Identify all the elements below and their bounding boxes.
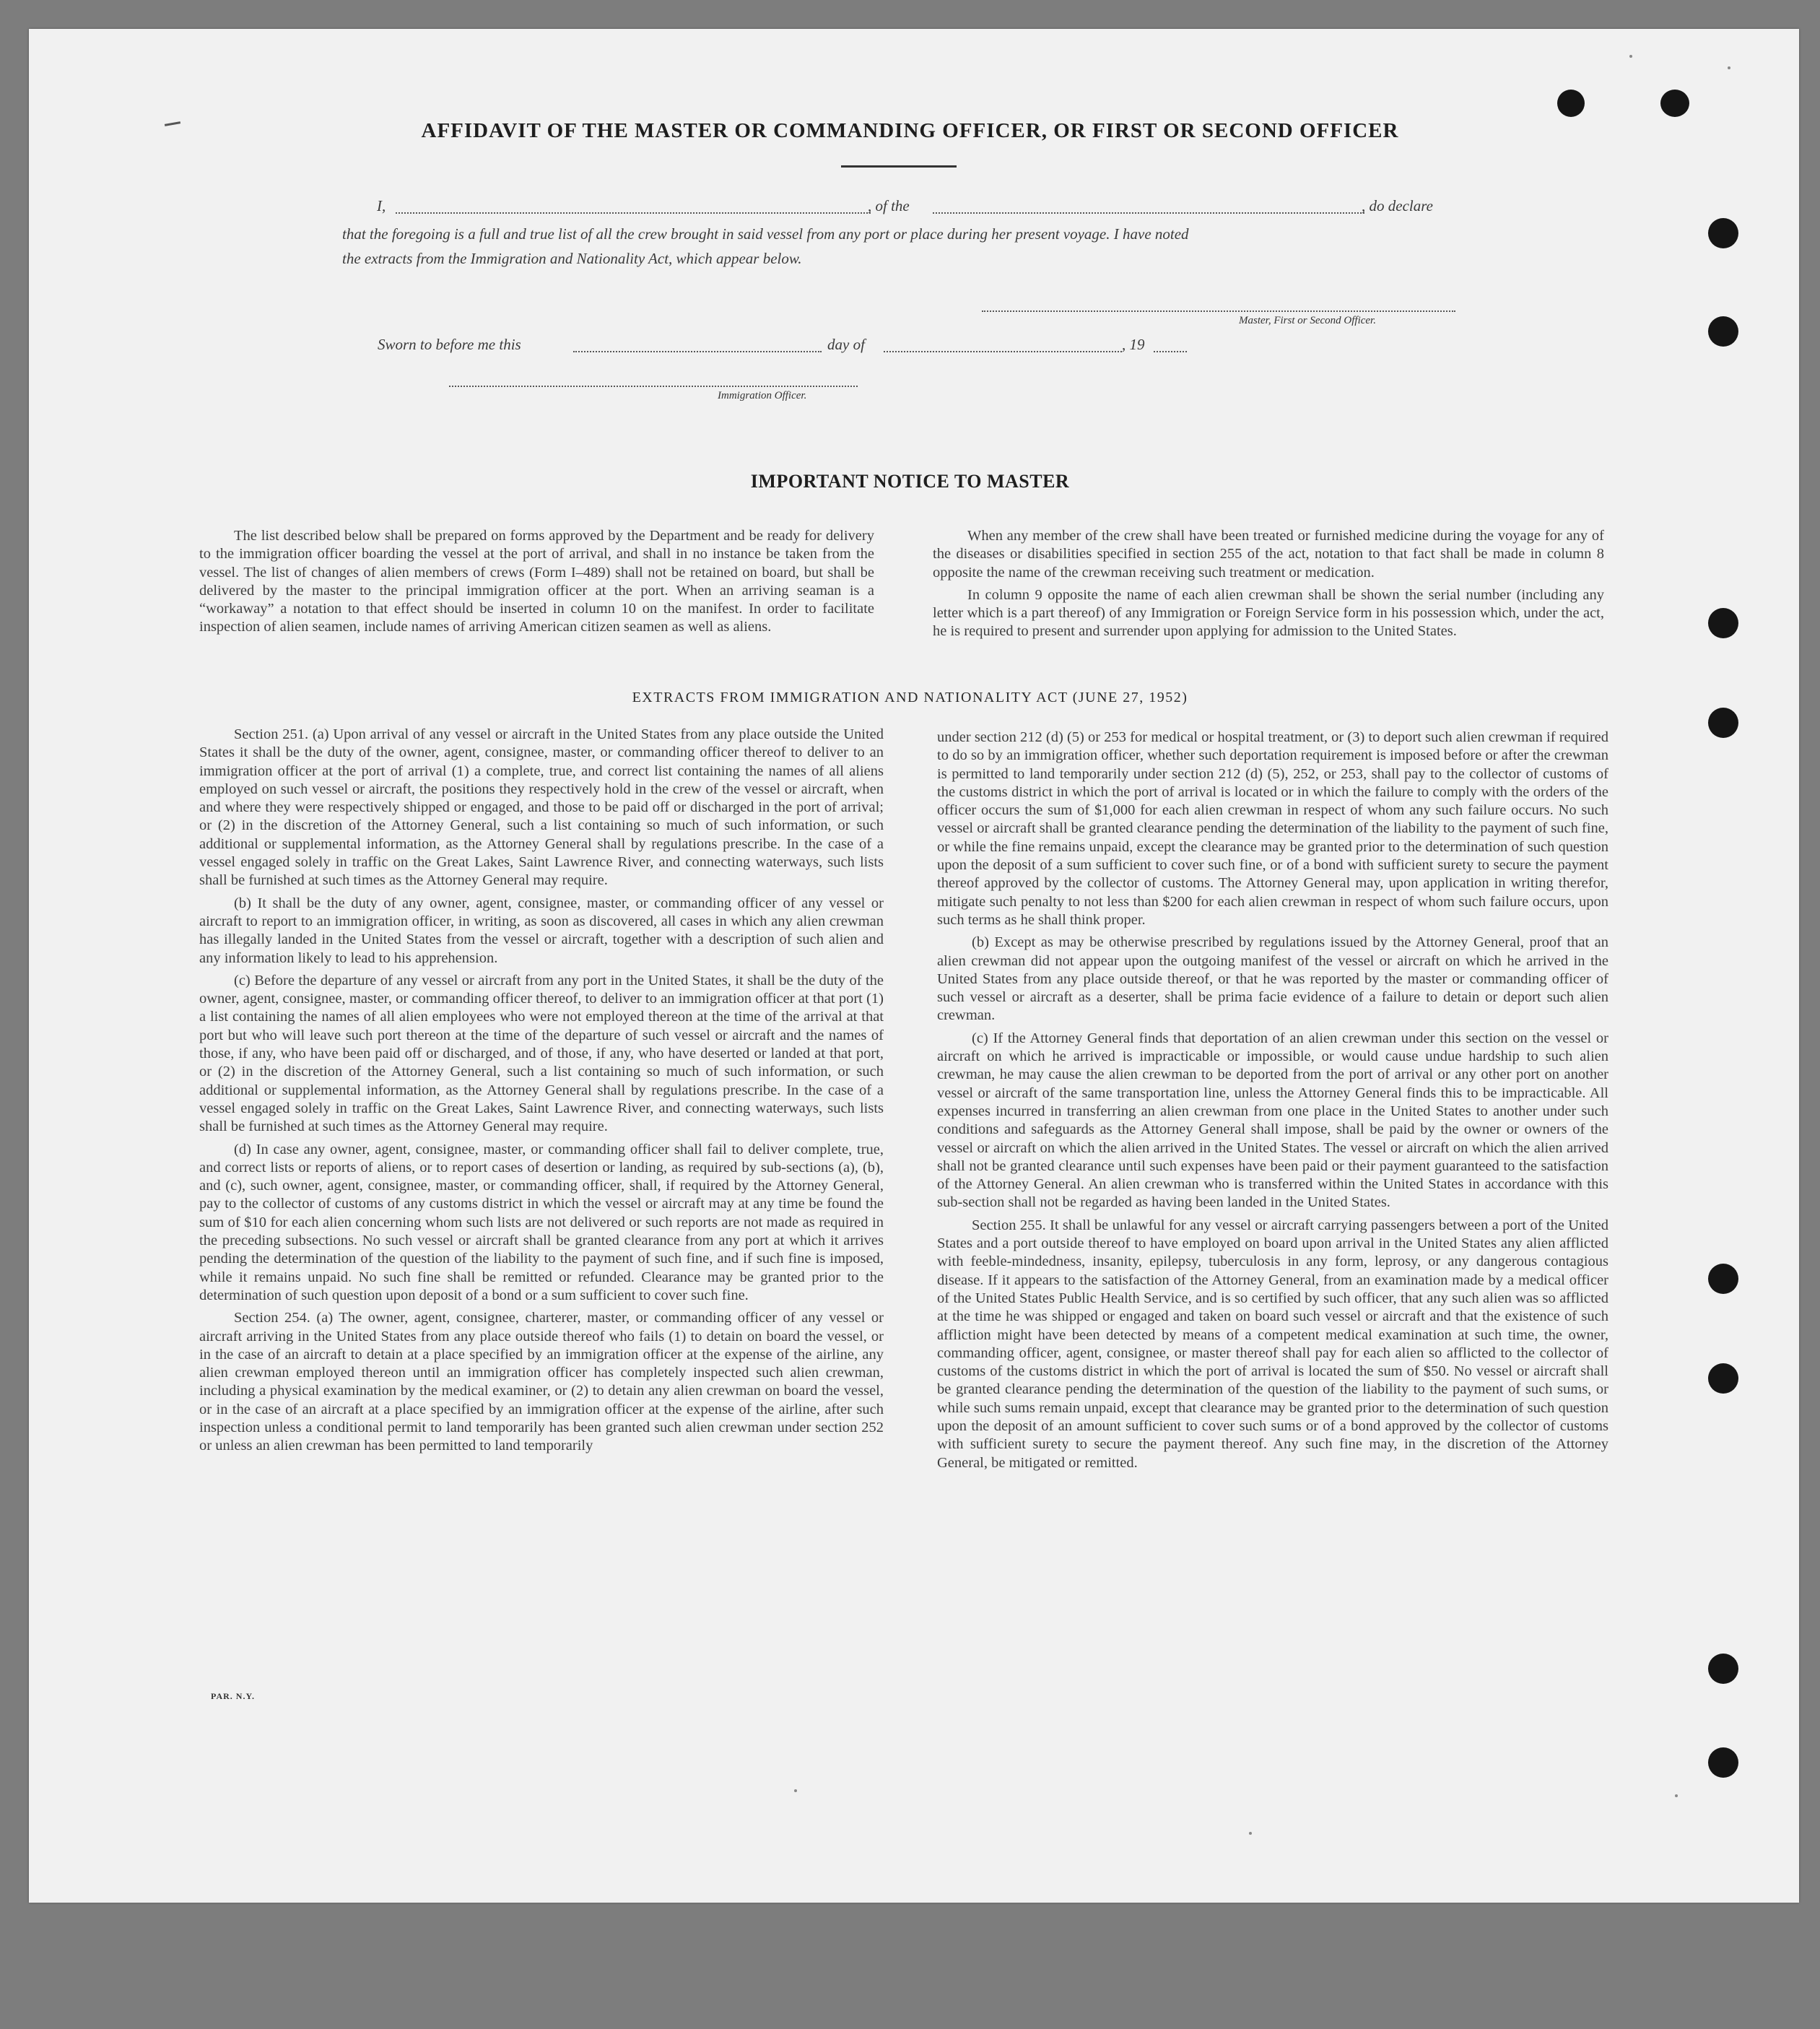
binder-hole — [1708, 1654, 1738, 1684]
extracts-right-column — [937, 729, 1608, 1472]
do-declare-label: , do declare — [1362, 197, 1433, 214]
year-label: , 19 — [1122, 336, 1145, 353]
act-section-paragraph: (b) It shall be the duty of any owner, agent, consignee, master, or commanding officer of any vessel or aircraft to report to an immigration officer, in writing, as soon as discovered, all cases in which any alien crewman has illegally landed in the United States from the vessel or aircraft, together with a description of such alien and any information likely to lead to his apprehension. — [199, 895, 884, 966]
name-field[interactable] — [396, 212, 871, 214]
scan-speck — [1728, 66, 1730, 69]
i-label: I, — [377, 197, 386, 214]
sworn-day-field[interactable] — [573, 351, 822, 352]
officer-signature-line[interactable] — [449, 386, 858, 387]
notice-paragraph: The list described below shall be prepared on forms approved by the Department and be ready for delivery to the immigration officer boarding the vessel at the port of arrival, and shall in no instance be taken from the vessel. The list of changes of alien members of crews (Form I–489) shall not be retained on board, but shall be delivered by the master to the principal immigration officer at the port. When an arriving seaman is a “workaway” a notation to that effect should be inserted in column 10 on the manifest. In order to facilitate inspection of alien seamen, include names of arriving American citizen seamen as well as aliens. — [199, 528, 874, 635]
declaration-line-3: the extracts from the Immigration and Nationality Act, which appear below. — [342, 250, 802, 267]
sworn-month-field[interactable] — [884, 351, 1122, 352]
affidavit-title: AFFIDAVIT OF THE MASTER OR COMMANDING OFFICER, OR FIRST OR SECOND OFFICER — [421, 119, 1399, 142]
act-section-paragraph: Section 255. It shall be unlawful for any vessel or aircraft carrying passengers between a port of the United States and a port outside thereof to have employed on board upon arrival in the United States any alien afflicted with feeble-mindedness, insanity, epilepsy, tuberculosis in any form, leprosy, or any dangerous contagious disease. If it appears to the satisfaction of the Attorney General, from an examination made by a medical officer of the United States Public Health Service, and is so certified by such officer, that any such alien was so afflicted at the time he was shipped or engaged and taken on board such vessel or aircraft and that the existence of such affliction might have been detected by means of a competent medical examination at such time, the owner, commanding officer, agent, consignee, or master thereof shall pay for each alien so afflicted to the collector of customs of the customs district in which the port of arrival is located the sum of $50. No vessel or aircraft shall be granted clearance pending the determination of the question of the liability to the payment of such sums, or while such sums remain unpaid, except that clearance may be granted prior to the determination of such question upon the deposit of an amount sufficient to cover such sums or of a bond approved by the collector of customs with sufficient surety to secure the payment thereof. Any such fine may, in the discretion of the Attorney General, be mitigated or remitted. — [937, 1217, 1608, 1471]
notice-title: IMPORTANT NOTICE TO MASTER — [750, 471, 1070, 492]
binder-hole — [1557, 90, 1585, 117]
act-section-paragraph: (d) In case any owner, agent, consignee, master, or commanding officer shall fail to deliver complete, true, and correct lists or reports of aliens, or to report cases of desertion or landing, as required by sub-sections (a), (b), and (c), such owner, agent, consignee, master, or commanding officer, shall, if required by the Attorney General, pay to the collector of customs of any customs district in which the vessel or aircraft may at any time be found the sum of $10 for each alien concerning whom such lists are not delivered or such reports are not made as required in the preceding subsections. No such vessel or aircraft shall be granted clearance from any port at which it arrives pending the determination of the question of the liability to the payment of such fine, and if such fine is imposed, while it remains unpaid. No such fine shall be remitted or refunded. Clearance may be granted prior to the determination of such question upon deposit of a bond or a sum sufficient to cover such fine. — [199, 1141, 884, 1303]
extracts-title: EXTRACTS FROM IMMIGRATION AND NATIONALITY ACT (JUNE 27, 1952) — [632, 690, 1188, 705]
declaration-line-2: that the foregoing is a full and true list of all the crew brought in said vessel from any port or place during her present voyage. I have noted — [342, 225, 1189, 243]
binder-hole — [1708, 1747, 1738, 1778]
binder-hole — [1708, 218, 1738, 248]
binder-hole — [1708, 708, 1738, 738]
of-the-label: , of the — [868, 197, 910, 214]
binder-hole — [1708, 1264, 1738, 1294]
notice-left-column — [199, 527, 874, 637]
act-section-paragraph: (b) Except as may be otherwise prescribed by regulations issued by the Attorney General, proof that an alien crewman did not appear upon the outgoing manifest of the vessel or aircraft on which he arrived in the United States from any place outside thereof, or that he was reported by the master or commanding officer of such vessel or aircraft as a deserter, shall be prima facie evidence of a failure to detain or deport such alien crewman. — [937, 934, 1608, 1024]
act-section-paragraph: Section 251. (a) Upon arrival of any vessel or aircraft in the United States from any place outside the United States it shall be the duty of the owner, agent, consignee, master, or commanding officer thereof to deliver to an immigration officer at the port of arrival (1) a complete, true, and correct list containing the names of all aliens employed on such vessel or aircraft, the positions they respectively hold in the crew of the vessel or aircraft, when and where they were respectively shipped or engaged, and those to be paid off or discharged in the port of arrival; or (2) in the discretion of the Attorney General, such a list containing so much of such information, or such additional or supplemental information, as the Attorney General shall by regulations prescribe. In the case of a vessel engaged solely in traffic on the Great Lakes, Saint Lawrence River, and connecting waterways, such lists shall be furnished at such times as the Attorney General may require. — [199, 726, 884, 889]
master-signature-line[interactable] — [982, 310, 1455, 312]
printer-mark: PAR. N.Y. — [211, 1691, 256, 1701]
day-of-label: day of — [827, 336, 865, 353]
binder-hole — [1708, 608, 1738, 638]
act-section-paragraph: (c) Before the departure of any vessel or aircraft from any port in the United States, it shall be the duty of the owner, agent, consignee, master, or commanding officer thereof, to deliver to an immigration officer at that port (1) a list containing the names of all alien employees who were not employed thereon at the time of the arrival at that port but who will leave such port thereon at the time of the departure of such vessel or aircraft and the names of those, if any, who have been paid off or discharged, and of those, if any, who have deserted or landed at that port, or (2) in the discretion of the Attorney General, such a list containing so much of such information, or such additional or supplemental information, as the Attorney General shall by regulations prescribe. In the case of a vessel engaged solely in traffic on the Great Lakes, Saint Lawrence River, and connecting waterways, such lists shall be furnished at such times as the Attorney General may require. — [199, 972, 884, 1135]
scan-speck — [1675, 1794, 1678, 1797]
binder-hole — [1660, 90, 1689, 117]
officer-signature-label: Immigration Officer. — [718, 390, 807, 401]
sworn-label: Sworn to before me this — [378, 336, 521, 353]
extracts-left-column — [199, 726, 884, 1456]
act-section-paragraph: under section 212 (d) (5) or 253 for medical or hospital treatment, or (3) to deport such alien crewman if required to do so by an immigration officer, whether such deportation requirement is imposed before or after the crewman is permitted to land temporarily under section 212 (d) (5), 252, or 253, shall pay to the collector of customs of the customs district in which the port of arrival is located or in which the failure to comply with the orders of the officer occurs the sum of $1,000 for each alien crewman in respect of whom any such failure occurs. No such vessel or aircraft shall be granted clearance pending the determination of the liability to the payment of such fine, or while the fine remains unpaid, except the clearance may be granted prior to the determination of such question upon the deposit of a sum sufficient to cover such fine, or of a bond with sufficient surety to secure the payment thereof approved by the collector of customs. The Attorney General may, upon application in writing therefor, mitigate such penalty to not less than $200 for each alien crewman in respect of whom such failure occurs, upon such terms as he shall think proper. — [937, 729, 1608, 928]
notice-paragraph: When any member of the crew shall have been treated or furnished medicine during the voyage for any of the diseases or disabilities specified in section 255 of the act, notation to that fact shall be made in column 8 opposite the name of the crewman receiving such treatment or medication. — [933, 528, 1604, 581]
scan-speck — [1629, 55, 1632, 58]
binder-hole — [1708, 316, 1738, 347]
master-signature-label: Master, First or Second Officer. — [1239, 315, 1376, 326]
sworn-year-field[interactable] — [1154, 351, 1187, 352]
binder-hole — [1708, 1363, 1738, 1394]
notice-paragraph: In column 9 opposite the name of each alien crewman shall be shown the serial number (including any letter which is a part thereof) of any Immigration or Foreign Service form in his possession which, under the act, he is required to present and surrender upon applying for admission to the United States. — [933, 586, 1604, 640]
notice-right-column — [933, 527, 1604, 641]
scan-speck — [1249, 1832, 1252, 1835]
title-rule — [841, 165, 957, 168]
scan-speck — [794, 1789, 797, 1792]
act-section-paragraph: Section 254. (a) The owner, agent, consignee, charterer, master, or commanding officer of any vessel or aircraft arriving in the United States from any place outside thereof who fails (1) to detain on board the vessel, or in the case of an aircraft to detain at a place specified by an immigration officer at the expense of the airline, any alien crewman employed thereon until an immigration officer has completely inspected such alien crewman, including a physical examination by the medical examiner, or (2) to detain any alien crewman on board the vessel, or in the case of an aircraft at a place specified by an immigration officer at the expense of the airline, after such inspection unless a conditional permit to land temporarily has been granted such alien crewman under section 252 or unless an alien crewman has been permitted to land temporarily — [199, 1310, 884, 1454]
act-section-paragraph: (c) If the Attorney General finds that deportation of an alien crewman under this section on the vessel or aircraft on which he arrived is impracticable or impossible, or would cause undue hardship to such alien crewman, he may cause the alien crewman to be deported from the port of arrival or any other port on another vessel or aircraft of the same transportation line, unless the Attorney General finds this to be impracticable. All expenses incurred in transferring an alien crewman from one place in the United States to another under such conditions and safeguards as the Attorney General shall impose, shall be paid by the owner or owners of the vessel or aircraft on which the alien arrived in the United States. The vessel or aircraft on which the alien arrived shall not be granted clearance until such expenses have been paid or their payment guaranteed to the satisfaction of the Attorney General. An alien crewman who is transferred within the United States in accordance with this sub-section shall not be regarded as having been landed in the United States. — [937, 1030, 1608, 1211]
vessel-field[interactable] — [933, 212, 1364, 214]
